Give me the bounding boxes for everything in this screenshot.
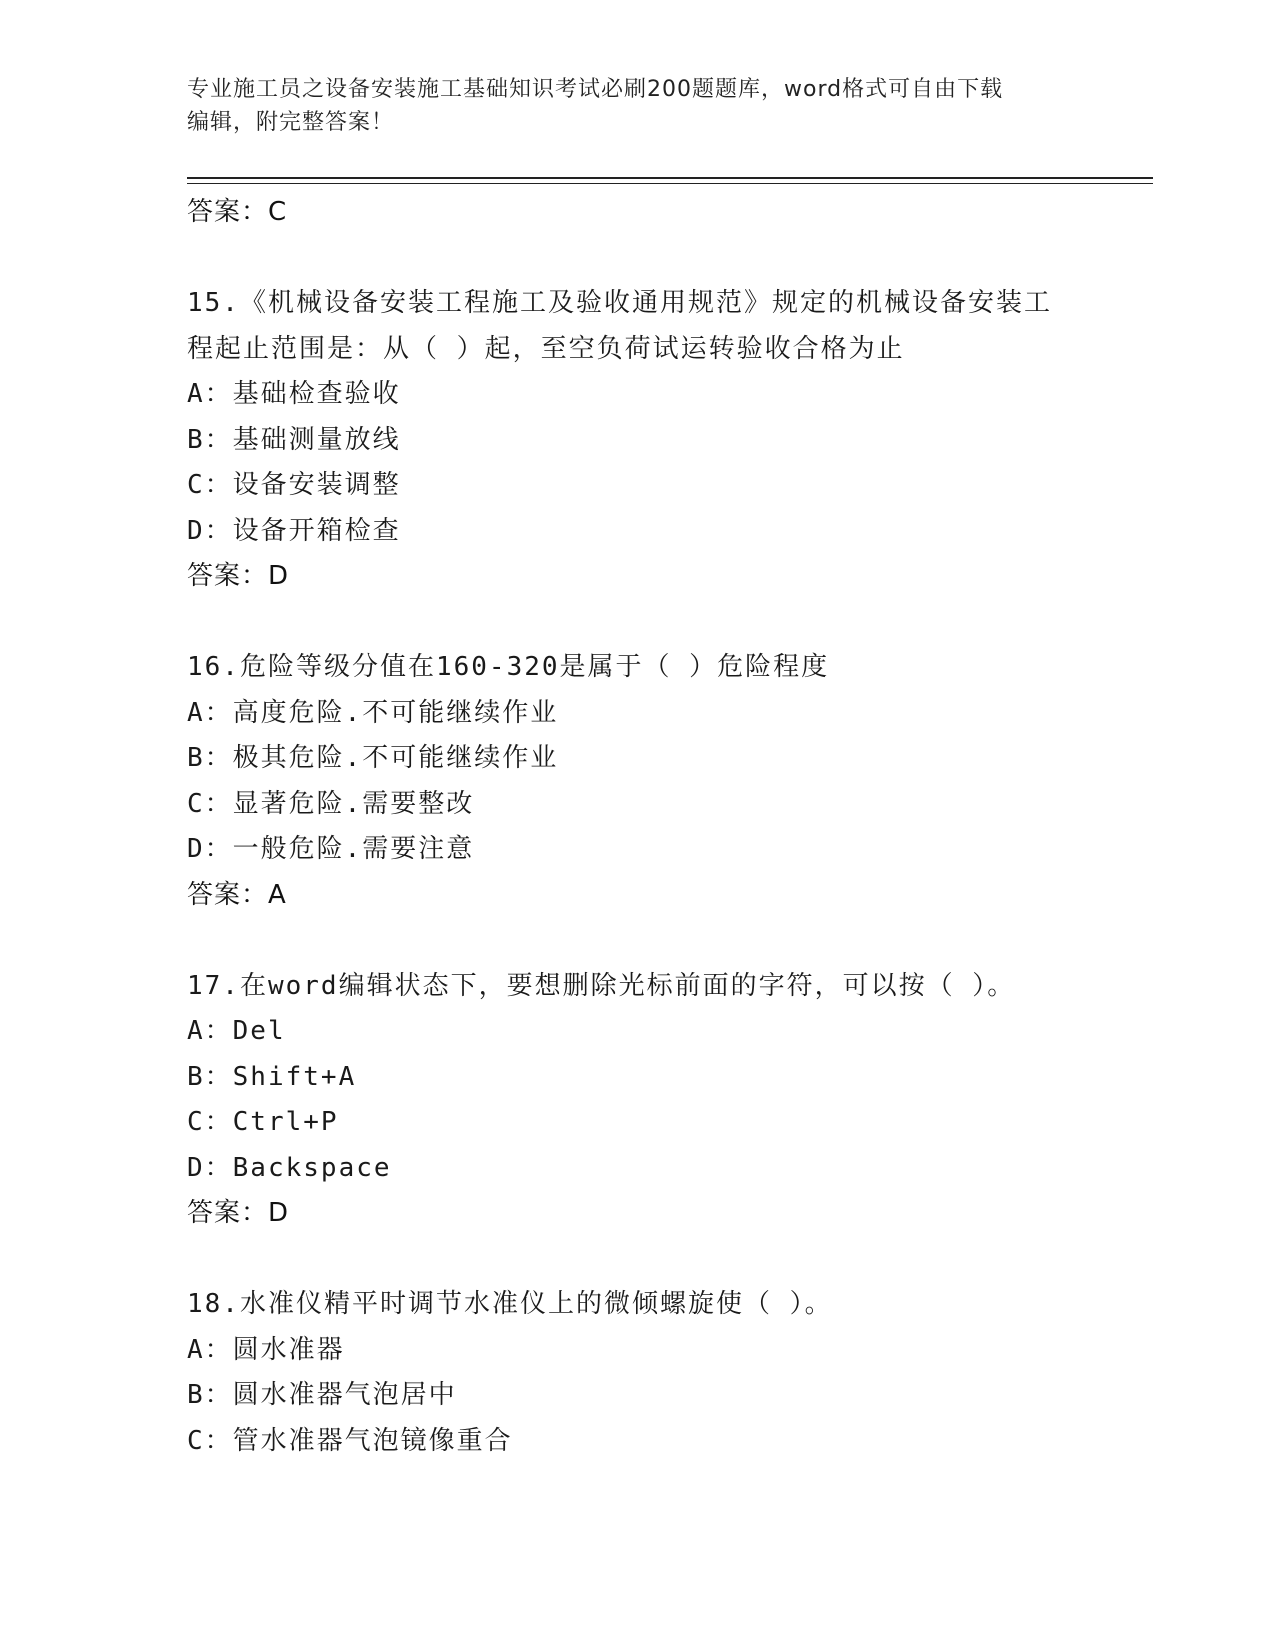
question-list	[187, 190, 1087, 1464]
question-block	[187, 281, 1087, 645]
header-line-1: 专业施工员之设备安装施工基础知识考试必刷200题题库，word格式可自由下载	[187, 77, 1004, 102]
previous-answer: 答案：C	[187, 197, 288, 227]
answer-option: B：基础测量放线	[187, 424, 401, 455]
answer-option: A：Del	[187, 1016, 286, 1046]
answer-key: 答案：D	[187, 1198, 290, 1228]
question-stem: 18.水准仪精平时调节水准仪上的微倾螺旋使（ ）。	[187, 1289, 833, 1319]
answer-option: B：极其危险.不可能继续作业	[187, 743, 559, 773]
spacer	[187, 236, 1087, 282]
answer-key: 答案：D	[187, 561, 290, 591]
spacer	[187, 1237, 1087, 1283]
question-block	[187, 964, 1087, 1283]
answer-option: C：显著危险.需要整改	[187, 788, 475, 819]
answer-option: C：Ctrl+P	[187, 1107, 339, 1137]
header-line-2: 编辑，附完整答案！	[187, 110, 395, 135]
header-divider	[187, 177, 1153, 179]
question-block	[187, 1282, 1087, 1464]
question-stem: 15.《机械设备安装工程施工及验收通用规范》规定的机械设备安装工	[187, 288, 1052, 318]
answer-option: B：Shift+A	[187, 1061, 357, 1092]
answer-option: A：高度危险.不可能继续作业	[187, 697, 559, 728]
answer-option: C：管水准器气泡镜像重合	[187, 1425, 513, 1456]
answer-option: D：Backspace	[187, 1152, 392, 1183]
answer-option: A：圆水准器	[187, 1334, 345, 1365]
answer-option: A：基础检查验收	[187, 379, 401, 409]
answer-option: D：一般危险.需要注意	[187, 834, 475, 864]
spacer	[187, 918, 1087, 964]
question-block	[187, 645, 1087, 964]
answer-option: C：设备安装调整	[187, 470, 401, 500]
spacer	[187, 600, 1087, 646]
question-stem: 17.在word编辑状态下，要想删除光标前面的字符，可以按（ ）。	[187, 970, 1016, 1001]
answer-key: 答案：A	[187, 879, 287, 910]
header-divider-thin	[187, 183, 1153, 184]
questions-container	[187, 281, 1087, 1464]
question-stem: 程起止范围是：从（ ）起，至空负荷试运转验收合格为止	[187, 333, 905, 364]
answer-option: D：设备开箱检查	[187, 515, 401, 546]
document-header	[187, 73, 1087, 139]
question-stem: 16.危险等级分值在160-320是属于（ ）危险程度	[187, 652, 830, 682]
answer-option: B：圆水准器气泡居中	[187, 1380, 457, 1410]
